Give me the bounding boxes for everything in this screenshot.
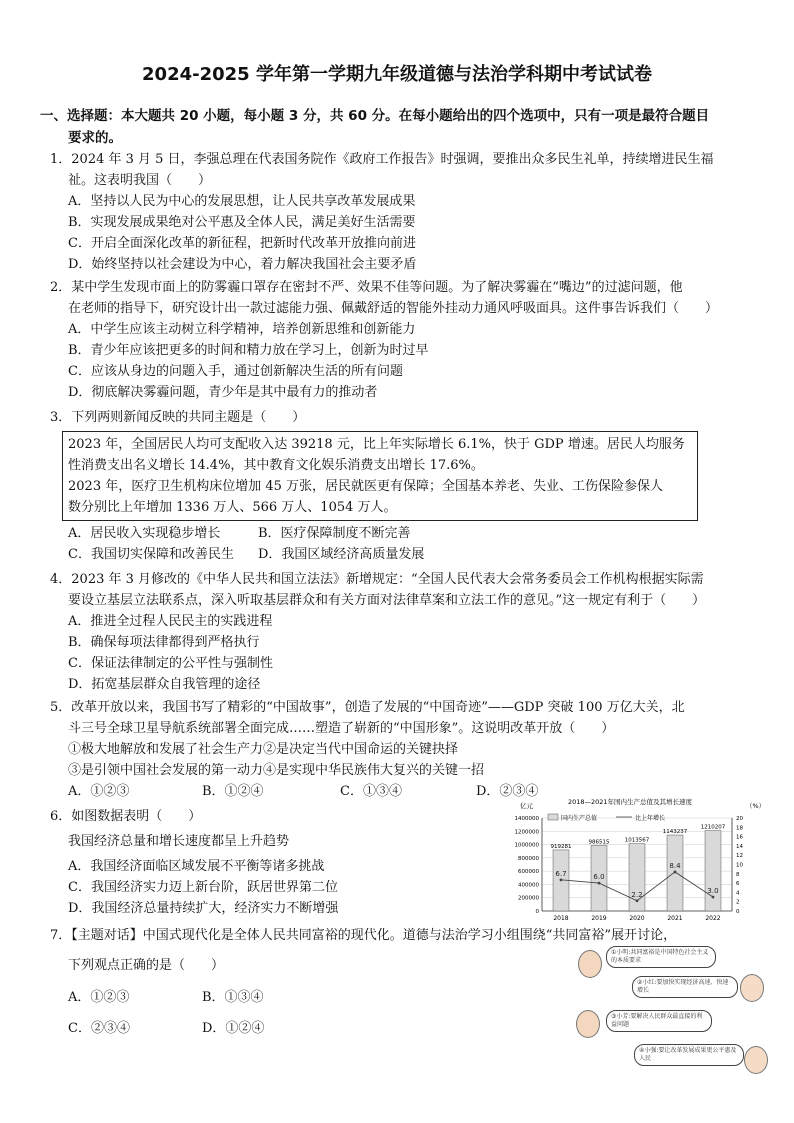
chart-right-tick: 16 (736, 834, 743, 841)
q5-stem-line2: 斗三号全球卫星导航系统部署全面完成……塑造了崭新的“中国形象”。这说明改革开放（ ） (68, 721, 615, 736)
q2-option-b: B．青少年应该把更多的时间和精力放在学习上，创新为时过早 (68, 343, 429, 358)
chart-bar-label: 986515 (588, 839, 610, 846)
q7-stem-line1: 7．【主题对话】中国式现代化是全体人民共同富裕的现代化。道德与法治学习小组围绕“共同富裕”展开讨论， (50, 928, 677, 943)
q1-option-c: C．开启全面深化改革的新征程，把新时代改革开放推向前进 (68, 236, 416, 251)
q2-option-d: D．彻底解决雾霾问题，青少年是其中最有力的推动者 (68, 385, 378, 400)
q5-option-d: D．②③④ (476, 784, 539, 799)
q3-option-a: A．居民收入实现稳步增长 (68, 526, 221, 541)
q5-option-b: B．①②④ (202, 784, 264, 799)
chart-growth-label: 6.0 (593, 873, 605, 882)
q1-option-a: A．坚持以人民为中心的发展思想，让人民共享改革发展成果 (68, 194, 416, 209)
q3-stem: 3．下列两则新闻反映的共同主题是（ ） (50, 410, 306, 425)
q1-stem-line1: 1．2024 年 3 月 5 日，李强总理在代表国务院作《政府工作报告》时强调，要推出众多民生礼单，持续增进民生福 (50, 152, 714, 167)
q6-stem: 6．如图数据表明（ ） (50, 809, 202, 824)
chart-left-tick: 0 (535, 909, 539, 915)
q6-option-d: D．我国经济总量持续扩大，经济实力不断增强 (68, 901, 339, 916)
q3-news-line1: 2023 年，全国居民人均可支配收入达 39218 元，比上年实际增长 6.1%，快于 GDP 增速。居民人均服务 (68, 437, 685, 452)
q1-option-b: B．实现发展成果绝对公平惠及全体人民，满足美好生活需要 (68, 215, 416, 230)
chart-growth-label: 8.4 (669, 861, 681, 870)
chart-right-tick: 0 (736, 909, 740, 915)
chart-left-tick: 800000 (518, 855, 539, 862)
chart-growth-label: 2.2 (631, 890, 643, 899)
chart-x-tick: 2022 (705, 915, 721, 922)
chart-growth-point (636, 899, 639, 902)
chart-right-tick: 6 (736, 881, 740, 888)
q4-stem-line2: 要设立基层立法联系点，深入听取基层群众和有关方面对法律草案和立法工作的意见。”这一规定有利于（ ） (68, 593, 706, 608)
chart-growth-point (674, 871, 677, 874)
chart-right-tick: 12 (736, 853, 743, 860)
chart-left-tick: 200000 (518, 895, 539, 902)
chart-right-tick: 20 (736, 816, 743, 822)
q7-option-b: B．①③④ (202, 990, 264, 1005)
student-3-icon (576, 1010, 600, 1038)
page-title: 2024-2025 学年第一学期九年级道德与法治学科期中考试试卷 (142, 64, 652, 85)
chart-growth-label: 6.7 (555, 869, 567, 878)
chart-left-tick: 1200000 (514, 829, 539, 836)
chart-left-tick: 1400000 (514, 816, 539, 822)
q2-stem-line1: 2．某中学生发现市面上的防雾霾口罩存在密封不严、效果不佳等问题。为了解决雾霾在“嘴边”的过滤问题，他 (50, 280, 683, 295)
q3-news-line3: 2023 年，医疗卫生机构床位增加 45 万张，居民就医更有保障；全国基本养老、失业、工伤保险参保人 (68, 479, 664, 494)
q5-option-a: A．①②③ (68, 784, 130, 799)
q7-option-a: A．①②③ (68, 990, 130, 1005)
chart-left-tick: 400000 (518, 882, 539, 889)
chart-right-tick: 4 (736, 890, 740, 897)
gdp-chart-svg (484, 796, 772, 924)
section-header-line1: 一、选择题：本大题共 20 小题，每小题 3 分，共 60 分。在每小题给出的四个选项中，只有一项是最符合题目 (40, 108, 710, 124)
chart-title: 2018—2021年国内生产总值及其增长速度 (567, 798, 693, 806)
q3-news-line4: 数分别比上年增加 1336 万人、566 万人、1054 万人。 (68, 500, 397, 515)
legend-bar-label: 国内生产总值 (561, 815, 598, 822)
q3-option-b: B．医疗保障制度不断完善 (258, 526, 411, 541)
section-header-line2: 要求的。 (68, 130, 122, 146)
chart-bar (705, 831, 721, 911)
chart-growth-point (712, 896, 715, 899)
q5-option-c: C．①③④ (340, 784, 402, 799)
q2-option-c: C．应该从身边的问题入手，通过创新解决生活的所有问题 (68, 364, 403, 379)
q6-option-a: A．我国经济面临区域发展不平衡等诸多挑战 (68, 859, 325, 874)
q7-stem-line2: 下列观点正确的是（ ） (68, 958, 225, 973)
q1-option-d: D．始终坚持以社会建设为中心，着力解决我国社会主要矛盾 (68, 257, 417, 272)
chart-bar-label: 1210207 (700, 824, 726, 831)
q3-option-d: D．我国区域经济高质量发展 (258, 547, 425, 562)
chart-growth-point (560, 878, 563, 881)
q5-statements-line2: ③是引领中国社会发展的第一动力④是实现中华民族伟大复兴的关键一招 (68, 763, 485, 778)
q7-dialogue-illustration (572, 944, 778, 1100)
bubble-3: ③小芳:要解决人民群众最直接的利益问题 (606, 1010, 712, 1032)
student-4-icon (744, 1046, 768, 1074)
q2-option-a: A．中学生应该主动树立科学精神，培养创新思维和创新能力 (68, 322, 416, 337)
bubble-1: ①小明:共同富裕是中国特色社会主义的本质要求 (606, 946, 716, 968)
q2-stem-line2: 在老师的指导下，研究设计出一款过滤能力强、佩戴舒适的智能外挂动力通风呼吸面具。这件事告诉我们（ ） (68, 301, 719, 316)
chart-bar-label: 1013567 (624, 837, 650, 844)
q4-stem-line1: 4．2023 年 3 月修改的《中华人民共和国立法法》新增规定：“全国人民代表大会常务委员会工作机构根据实际需 (50, 572, 704, 587)
chart-x-tick: 2018 (553, 915, 569, 922)
q4-option-b: B．确保每项法律都得到严格执行 (68, 635, 260, 650)
q4-option-a: A．推进全过程人民民主的实践进程 (68, 614, 273, 629)
chart-right-tick: 8 (736, 871, 740, 878)
legend-line-label: 比上年增长 (635, 815, 666, 822)
chart-x-tick: 2021 (667, 915, 683, 922)
chart-right-tick: 10 (736, 862, 743, 869)
q3-news-line2: 性消费支出名义增长 14.4%，其中教育文化娱乐消费支出增长 17.6%。 (68, 458, 484, 473)
chart-x-tick: 2019 (591, 915, 607, 922)
legend-bar-swatch (548, 814, 558, 820)
q5-stem-line1: 5．改革开放以来，我国书写了精彩的“中国故事”，创造了发展的“中国奇迹”——GDP 突破 100 万亿大关，北 (50, 700, 685, 715)
q7-option-c: C．②③④ (68, 1021, 130, 1036)
bubble-4: ④小强:要让改革发展成果更公平惠及人民 (634, 1044, 744, 1066)
q1-stem-line2: 祉。这表明我国（ ） (68, 173, 212, 188)
q5-statements-line1: ①极大地解放和发展了社会生产力②是决定当代中国命运的关键抉择 (68, 742, 459, 757)
gdp-chart (484, 796, 772, 924)
student-1-icon (578, 950, 602, 978)
q3-option-c: C．我国切实保障和改善民生 (68, 547, 234, 562)
chart-x-tick: 2020 (629, 915, 645, 922)
chart-growth-label: 3.0 (707, 887, 719, 896)
q6-option-c: C．我国经济实力迈上新台阶，跃居世界第二位 (68, 880, 338, 895)
q7-option-d: D．①②④ (202, 1021, 265, 1036)
q4-option-c: C．保证法律制定的公平性与强制性 (68, 656, 273, 671)
chart-right-unit: （%） (746, 802, 766, 810)
chart-right-tick: 14 (736, 843, 743, 850)
chart-right-tick: 2 (736, 899, 740, 906)
chart-left-unit: 亿元 (520, 802, 533, 810)
bubble-2: ②小红:要加快实现经济高速、快速增长 (632, 976, 738, 998)
chart-left-tick: 1000000 (514, 842, 539, 849)
chart-right-tick: 18 (736, 825, 743, 832)
chart-growth-point (598, 882, 601, 885)
q4-option-d: D．拓宽基层群众自我管理的途径 (68, 677, 261, 692)
chart-bar-label: 919281 (550, 843, 572, 850)
chart-left-tick: 600000 (518, 869, 539, 876)
q3-news-box (62, 431, 698, 521)
student-2-icon (740, 974, 764, 1002)
chart-bar-label: 1143237 (662, 829, 688, 836)
q6-option-b-text: 我国经济总量和增长速度都呈上升趋势 (68, 834, 290, 849)
